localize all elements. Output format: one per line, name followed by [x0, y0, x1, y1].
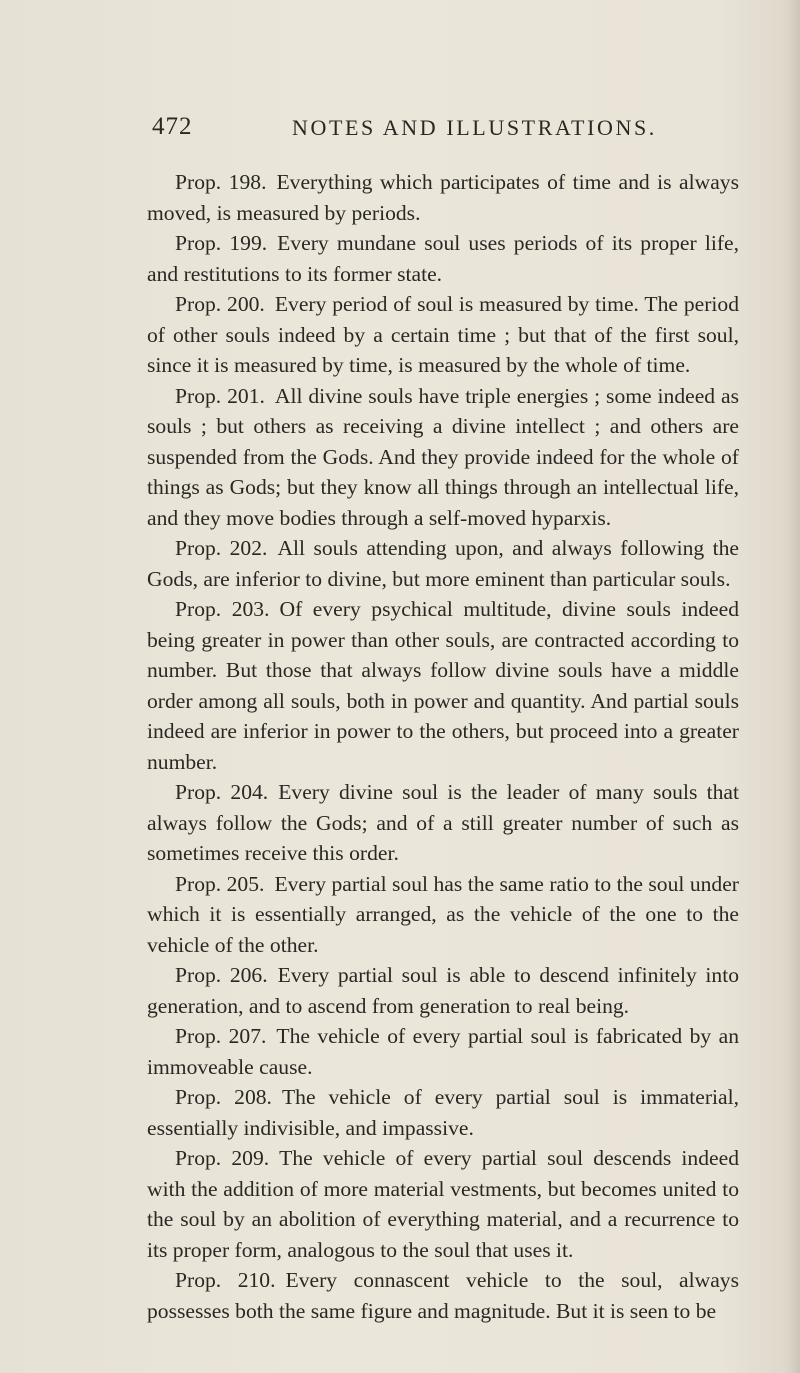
running-head: NOTES AND ILLUSTRATIONS. [292, 115, 657, 140]
proposition-200 [147, 289, 739, 381]
proposition-text: Every mundane soul uses periods of its proper life, and restitutions to its former state. [147, 231, 739, 286]
proposition-201 [147, 381, 739, 534]
proposition-203 [147, 594, 739, 777]
proposition-number: Prop. 202. [175, 536, 268, 560]
proposition-number: Prop. 200. [175, 292, 265, 316]
proposition-205 [147, 869, 739, 961]
proposition-number: Prop. 206. [175, 963, 268, 987]
body-text [147, 167, 739, 1326]
proposition-number: Prop. 203. [175, 597, 270, 621]
proposition-number: Prop. 210. [175, 1268, 276, 1292]
proposition-text: Of every psychical multitude, divine souls indeed being greater in power than other souls, are contracted according to number. But those that always follow divine souls have a middle order among all souls, both in power and quantity. And partial souls indeed are inferior in power to the others, but proceed into a greater number. [147, 597, 739, 774]
proposition-210 [147, 1265, 739, 1326]
proposition-text: Every period of soul is measured by time. The period of other souls indeed by a certain time ; but that of the first soul, since it is measured by time, is measured by the whole of time. [147, 292, 739, 377]
proposition-text: Everything which participates of time and is always moved, is measured by periods. [147, 170, 739, 225]
proposition-number: Prop. 205. [175, 871, 265, 896]
proposition-text: Every divine soul is the leader of many souls that always follow the Gods; and of a still greater number of such as sometimes receive this order. [147, 780, 739, 865]
proposition-number: Prop. 207. [175, 1024, 267, 1048]
proposition-number: Prop. 198. [175, 170, 267, 194]
proposition-text: The vehicle of every partial soul is immaterial, essentially indivisible, and impassive. [147, 1085, 739, 1140]
page-header [152, 113, 742, 147]
proposition-204 [147, 777, 739, 869]
proposition-199 [147, 228, 739, 289]
proposition-number: Prop. 209. [175, 1146, 270, 1170]
proposition-text: Every partial soul is able to descend infinitely into generation, and to ascend from generation to real being. [147, 963, 739, 1018]
proposition-text: All souls attending upon, and always following the Gods, are inferior to divine, but more eminent than particular souls. [147, 536, 739, 591]
proposition-number: Prop. 201. [175, 383, 265, 408]
proposition-text: The vehicle of every partial soul is fabricated by an immoveable cause. [147, 1024, 739, 1079]
proposition-text: Every connascent vehicle to the soul, always possesses both the same figure and magnitude. But it is seen to be [147, 1268, 739, 1323]
proposition-number: Prop. 204. [175, 780, 269, 804]
proposition-number: Prop. 199. [175, 231, 268, 255]
proposition-202 [147, 533, 739, 594]
page-number: 472 [152, 113, 193, 140]
proposition-207 [147, 1021, 739, 1082]
proposition-209 [147, 1143, 739, 1265]
proposition-text: Every partial soul has the same ratio to the soul under which it is essentially arranged, as the vehicle of the one to the vehicle of the other. [147, 871, 740, 957]
proposition-208 [147, 1082, 739, 1143]
proposition-number: Prop. 208. [175, 1085, 272, 1109]
proposition-198 [147, 167, 739, 228]
page-edge-shadow [786, 0, 800, 1373]
proposition-text: All divine souls have triple energies ; some indeed as souls ; but others as receiving a divine intellect ; and others are suspended from the Gods. And they provide indeed for the whole of things as Gods; but they know all things through an intellectual life, and they move bodies through a self-moved hyparxis. [147, 383, 739, 530]
proposition-text: The vehicle of every partial soul descends indeed with the addition of more material vestments, but becomes united to the soul by an abolition of everything material, and a recurrence to its proper form, analogous to the soul that uses it. [147, 1146, 739, 1262]
proposition-206 [147, 960, 739, 1021]
